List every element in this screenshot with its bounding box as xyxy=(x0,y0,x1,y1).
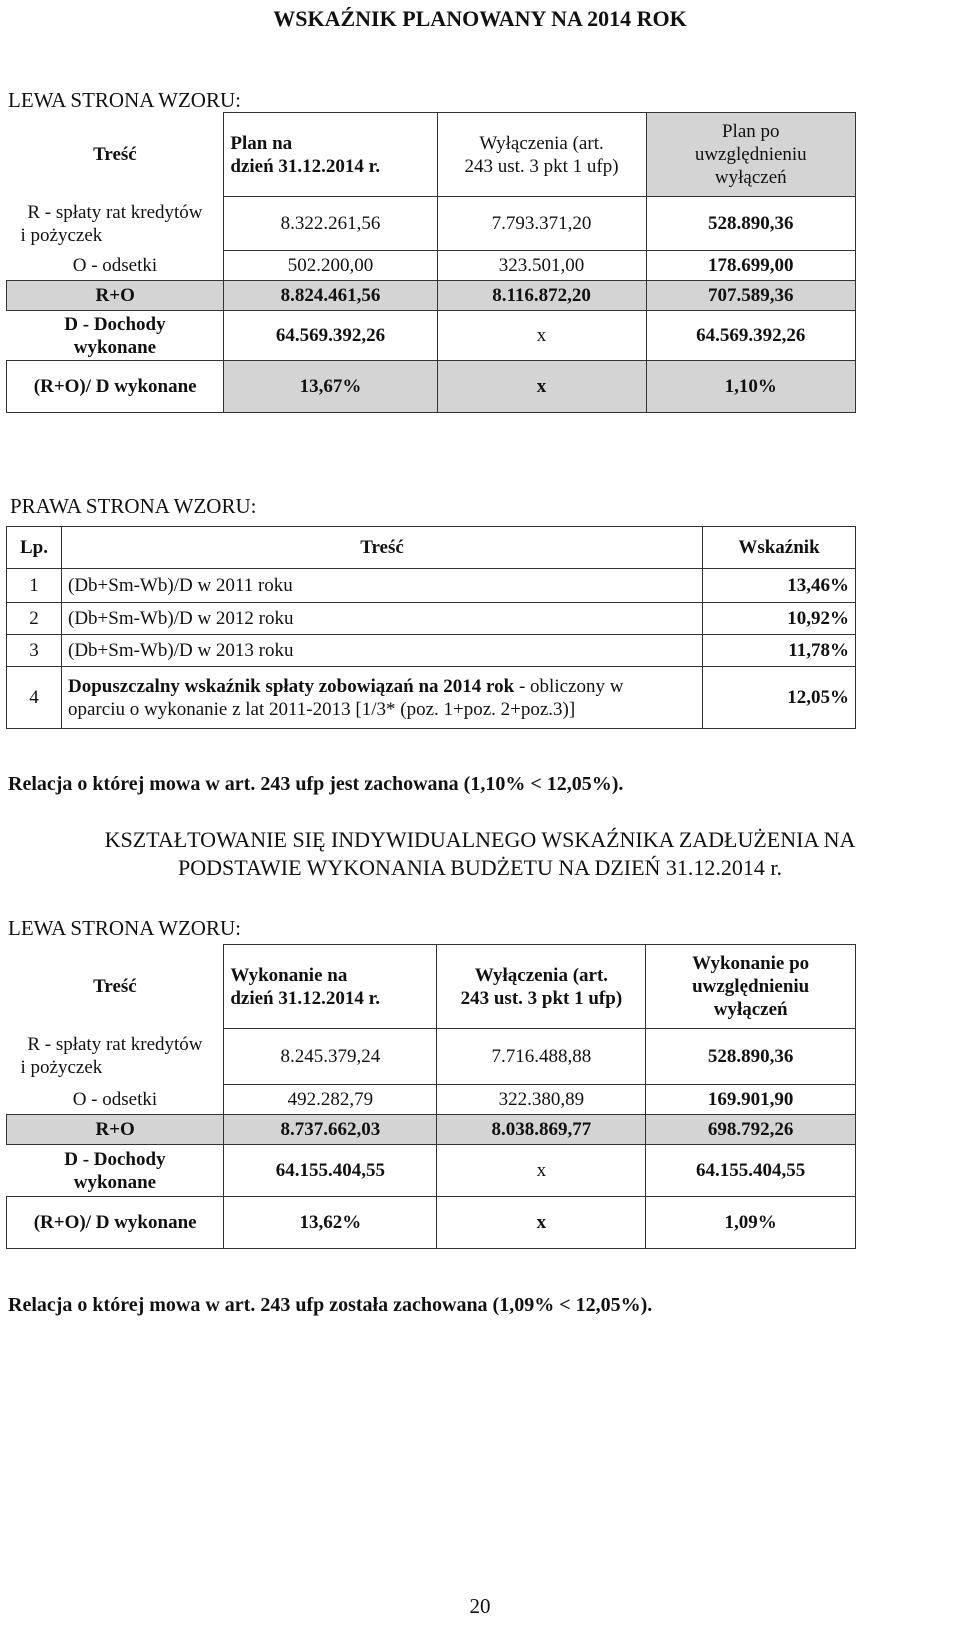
table-row xyxy=(7,281,856,311)
table-row xyxy=(7,635,856,667)
cell: 7.716.488,88 xyxy=(437,1029,646,1085)
cell: 13,67% xyxy=(224,361,437,413)
table-row xyxy=(7,311,856,361)
row-label: (R+O)/ D wykonane xyxy=(7,1197,224,1249)
cell-lp: 3 xyxy=(7,635,62,667)
cell-value: 12,05% xyxy=(703,667,856,729)
header-lp: Lp. xyxy=(7,527,62,569)
cell: 8.322.261,56 xyxy=(224,197,437,251)
row-label: (R+O)/ D wykonane xyxy=(7,361,224,413)
cell: 8.245.379,24 xyxy=(224,1029,437,1085)
cell: 64.155.404,55 xyxy=(646,1145,856,1197)
cell-tresc: (Db+Sm-Wb)/D w 2012 roku xyxy=(62,603,703,635)
header-wylaczenia: Wyłączenia (art. 243 ust. 3 pkt 1 ufp) xyxy=(437,945,646,1029)
cell: 64.155.404,55 xyxy=(224,1145,437,1197)
header-wylaczenia: Wyłączenia (art. 243 ust. 3 pkt 1 ufp) xyxy=(437,113,646,197)
cell: 492.282,79 xyxy=(224,1085,437,1115)
header-tresc: Treść xyxy=(62,527,703,569)
cell-value: 10,92% xyxy=(703,603,856,635)
cell-tresc: Dopuszczalny wskaźnik spłaty zobowiązań na 2014 rok - obliczony w oparciu o wykonanie z lat 2011-2013 [1/3* (poz. 1+poz. 2+poz.3)] xyxy=(62,667,703,729)
cell: 178.699,00 xyxy=(646,251,855,281)
row-label: R - spłaty rat kredytów i pożyczek xyxy=(20,201,203,246)
header-wykonanie-po: Wykonanie po uwzględnieniu wyłączeń xyxy=(646,945,856,1029)
cell-lp: 4 xyxy=(7,667,62,729)
table-row xyxy=(7,361,856,413)
cell: 64.569.392,26 xyxy=(224,311,437,361)
page-title: WSKAŹNIK PLANOWANY NA 2014 ROK xyxy=(273,6,687,31)
cell: 8.038.869,77 xyxy=(437,1115,646,1145)
section-label-left-2: LEWA STRONA WZORU: xyxy=(8,916,241,940)
table-row xyxy=(7,197,856,251)
table-row xyxy=(7,251,856,281)
page-number: 20 xyxy=(469,1594,491,1618)
header-plan-po: Plan po uwzględnieniu wyłączeń xyxy=(646,113,855,197)
cell: 707.589,36 xyxy=(646,281,855,311)
row-label: R+O xyxy=(7,281,224,311)
table-row xyxy=(7,569,856,603)
cell-value: 11,78% xyxy=(703,635,856,667)
header-tresc: Treść xyxy=(93,976,137,997)
header-tresc: Treść xyxy=(93,144,137,165)
cell: 502.200,00 xyxy=(224,251,437,281)
cell: 698.792,26 xyxy=(646,1115,856,1145)
relacja-text-1: Relacja o której mowa w art. 243 ufp jest zachowana (1,10% < 12,05%). xyxy=(8,773,624,795)
section-label-left-1: LEWA STRONA WZORU: xyxy=(8,88,241,112)
cell: 13,62% xyxy=(224,1197,437,1249)
cell: 7.793.371,20 xyxy=(437,197,646,251)
indicator-table xyxy=(6,526,856,729)
table-row xyxy=(7,1197,856,1249)
cell: x xyxy=(437,1197,646,1249)
cell: x xyxy=(437,1145,646,1197)
table-row xyxy=(7,1145,856,1197)
section-label-right: PRAWA STRONA WZORU: xyxy=(10,494,257,518)
cell: x xyxy=(437,311,646,361)
cell: 1,09% xyxy=(646,1197,856,1249)
cell: 169.901,90 xyxy=(646,1085,856,1115)
cell-lp: 1 xyxy=(7,569,62,603)
row-label: D - Dochody wykonane xyxy=(64,313,166,358)
row-label: O - odsetki xyxy=(72,1088,158,1110)
cell: 528.890,36 xyxy=(646,1029,856,1085)
table-row xyxy=(7,667,856,729)
section-title-mid: KSZTAŁTOWANIE SIĘ INDYWIDUALNEGO WSKAŹNIKA ZADŁUŻENIA NA PODSTAWIE WYKONANIA BUDŻETU NA DZIEŃ 31.12.2014 r. xyxy=(104,827,856,880)
row-label: R - spłaty rat kredytów i pożyczek xyxy=(20,1033,203,1078)
cell-tresc: (Db+Sm-Wb)/D w 2011 roku xyxy=(62,569,703,603)
cell-lp: 2 xyxy=(7,603,62,635)
header-plan: Plan na dzień 31.12.2014 r. xyxy=(224,113,437,197)
execution-table xyxy=(6,944,856,1249)
cell-value: 13,46% xyxy=(703,569,856,603)
plan-table xyxy=(6,112,856,413)
cell: x xyxy=(437,361,646,413)
row-label: D - Dochody wykonane xyxy=(64,1148,166,1193)
table-row xyxy=(7,1115,856,1145)
cell: 528.890,36 xyxy=(646,197,855,251)
table-row xyxy=(7,1085,856,1115)
cell: 8.737.662,03 xyxy=(224,1115,437,1145)
header-wskaznik: Wskaźnik xyxy=(703,527,856,569)
cell: 322.380,89 xyxy=(437,1085,646,1115)
row-label: O - odsetki xyxy=(72,254,158,276)
cell: 323.501,00 xyxy=(437,251,646,281)
row-label: R+O xyxy=(7,1115,224,1145)
cell-tresc: (Db+Sm-Wb)/D w 2013 roku xyxy=(62,635,703,667)
table-row xyxy=(7,1029,856,1085)
cell: 1,10% xyxy=(646,361,855,413)
cell: 8.824.461,56 xyxy=(224,281,437,311)
relacja-text-2: Relacja o której mowa w art. 243 ufp została zachowana (1,09% < 12,05%). xyxy=(8,1294,653,1316)
cell: 8.116.872,20 xyxy=(437,281,646,311)
header-wykonanie: Wykonanie na dzień 31.12.2014 r. xyxy=(224,945,437,1029)
table-row xyxy=(7,603,856,635)
cell: 64.569.392,26 xyxy=(646,311,855,361)
